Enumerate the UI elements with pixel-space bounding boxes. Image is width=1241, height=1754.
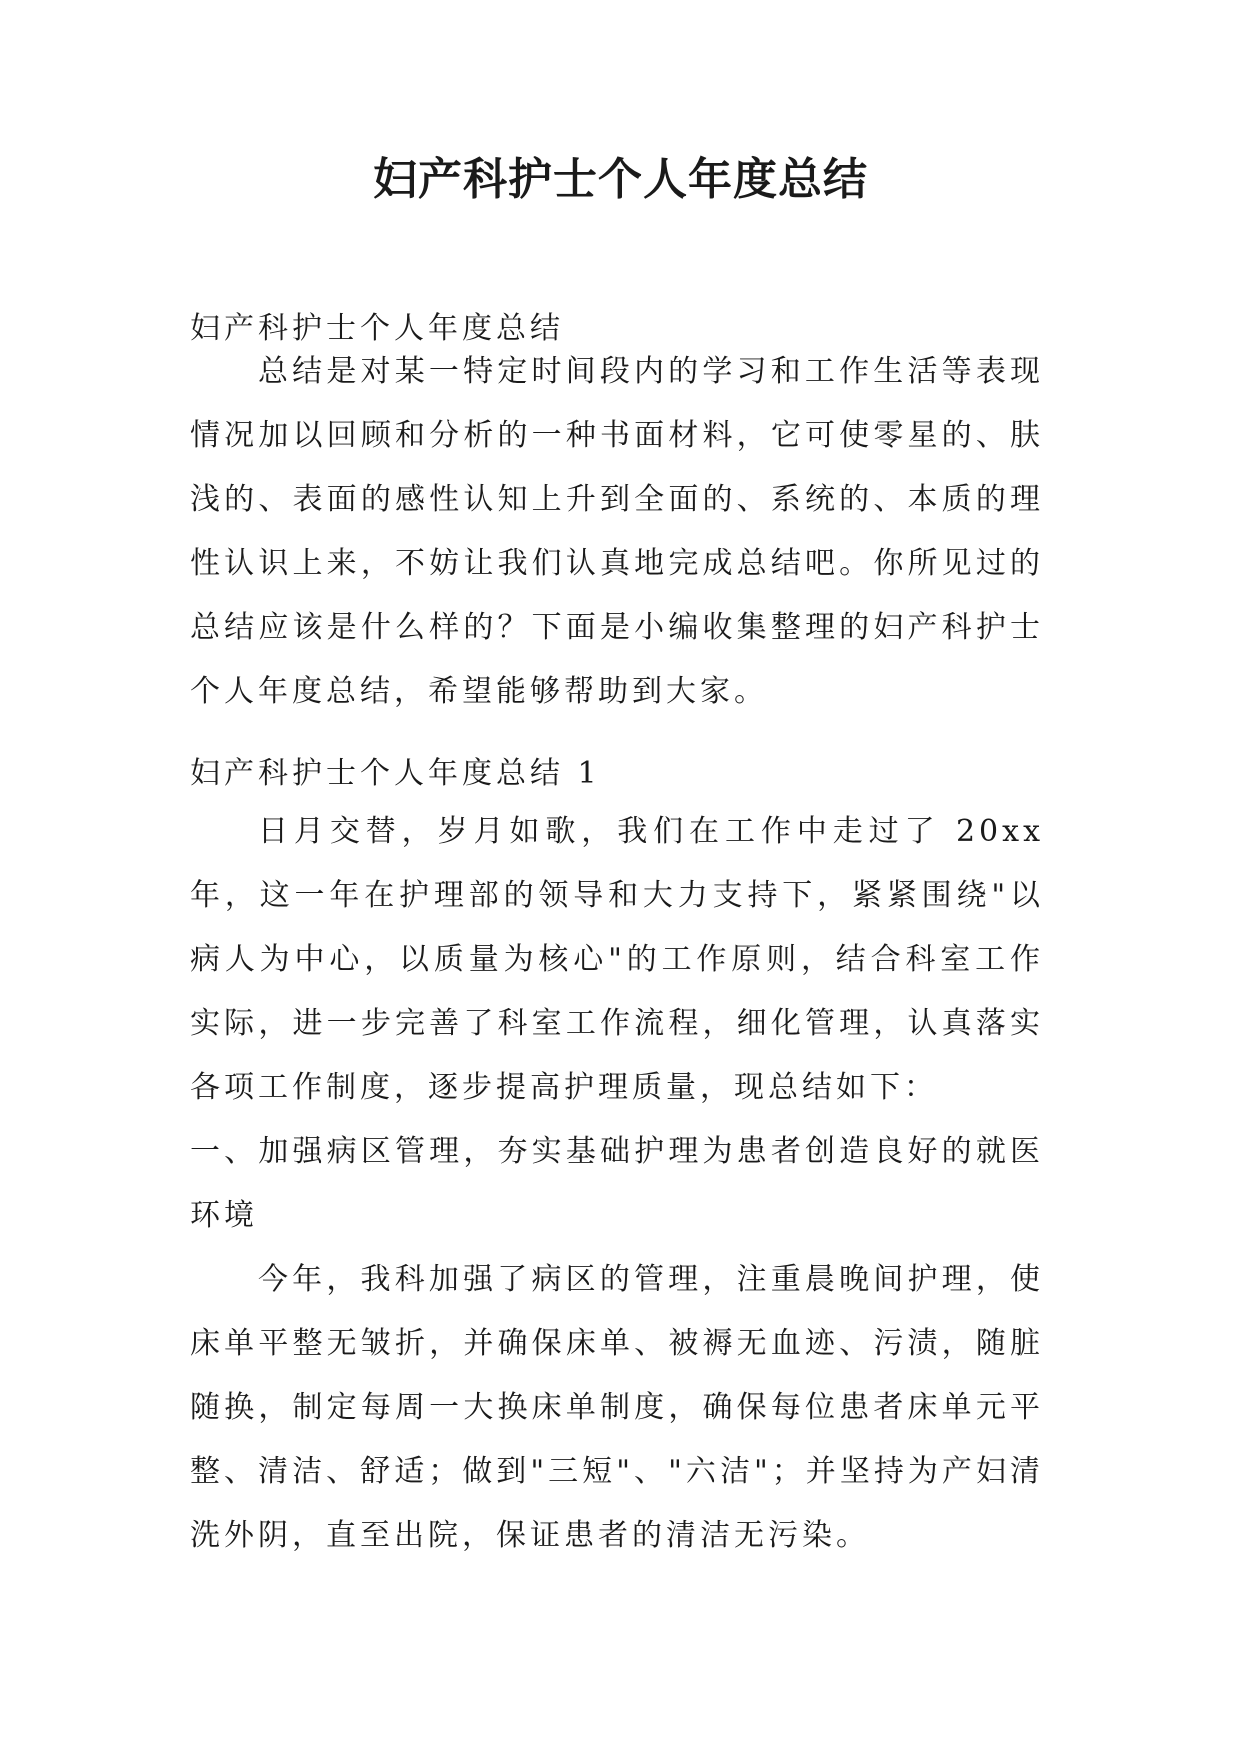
section1-paragraph: 日月交替，岁月如歌，我们在工作中走过了 20xx 年，这一年在护理部的领导和大力支持下，紧紧围绕"以病人为中心，以质量为核心"的工作原则，结合科室工作实际，进一步完善了科室工作流程，细化管理，认真落实各项工作制度，逐步提高护理质量，现总结如下： xyxy=(190,814,1044,1105)
document-title: 妇产科护士个人年度总结 xyxy=(373,154,868,205)
point1-paragraph: 今年，我科加强了病区的管理，注重晨晚间护理，使床单平整无皱折，并确保床单、被褥无血迹、污渍，随脏随换，制定每周一大换床单制度，确保每位患者床单元平整、清洁、舒适；做到"三短"、"六洁"；并坚持为产妇清洗外阴，直至出院，保证患者的清洁无污染。 xyxy=(190,1262,1044,1553)
point1-heading: 一、加强病区管理，夯实基础护理为患者创造良好的就医环境 xyxy=(190,1134,1044,1233)
intro-paragraph: 总结是对某一特定时间段内的学习和工作生活等表现情况加以回顾和分析的一种书面材料，它可使零星的、肤浅的、表面的感性认知上升到全面的、系统的、本质的理性认识上来，不妨让我们认真地完成总结吧。你所见过的总结应该是什么样的？下面是小编收集整理的妇产科护士个人年度总结，希望能够帮助到大家。 xyxy=(190,354,1044,709)
section1-heading: 妇产科护士个人年度总结 1 xyxy=(190,756,601,791)
intro-heading: 妇产科护士个人年度总结 xyxy=(190,311,564,346)
